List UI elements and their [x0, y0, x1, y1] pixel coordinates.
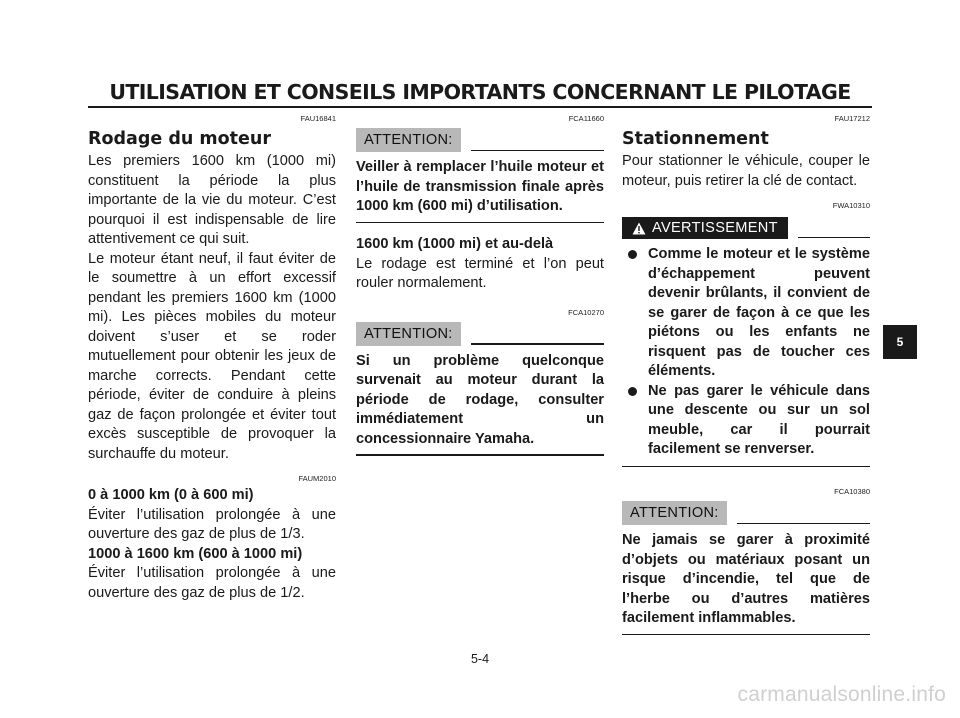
notice-rule [356, 222, 604, 224]
attention-line [471, 150, 604, 152]
notice-rule [622, 466, 870, 468]
header-rule [88, 106, 872, 108]
attention-header [356, 124, 604, 152]
attention-label: ATTENTION: [356, 128, 461, 152]
reference-code: FAUM2010 [298, 474, 336, 483]
attention-label: ATTENTION: [356, 322, 461, 346]
warning-triangle-icon [632, 222, 646, 235]
warning-label [622, 217, 788, 239]
chapter-tab: 5 [883, 325, 917, 359]
reference-code: FAU17212 [834, 114, 870, 123]
paragraph: Le rodage est terminé et l’on peut rouler normalement. [356, 255, 604, 291]
column-right [622, 114, 870, 635]
page-number: 5-4 [470, 652, 490, 666]
watermark: carmanualsonline.info [737, 683, 946, 706]
reference-code: FCA10270 [568, 307, 604, 317]
column-left [88, 114, 336, 603]
reference-code: FAU16841 [300, 114, 336, 123]
attention-header [356, 318, 604, 346]
warning-header [622, 211, 870, 239]
page-header: UTILISATION ET CONSEILS IMPORTANTS CONCERNANT LE PILOTAGE [109, 80, 851, 104]
warning-text: AVERTISSEMENT [652, 220, 778, 236]
attention-text: Si un problème quelconque survenait au moteur durant la période de rodage, consulter immédiatement un concessionnaire Yamaha. [356, 352, 604, 447]
list-item: Ne pas garer le véhicule dans une descente ou sur un sol meuble, car il pourrait facilement se renverser. [622, 382, 870, 460]
reference-code: FCA10380 [834, 487, 870, 496]
section-title: Stationnement [622, 129, 769, 149]
paragraph: Les premiers 1600 km (1000 mi) constituent la période la plus importante de la vie du moteur. C’est pourquoi il est indispensable de lire attentivement ce qui suit. [88, 153, 336, 247]
attention-text: Ne jamais se garer à proximité d’objets ou matériaux posant un risque d’incendie, tel que de l’herbe ou d’autres matières facilement inflammables. [622, 532, 870, 626]
subheading: 1000 à 1600 km (600 à 1000 mi) [88, 545, 303, 562]
reference-code: FCA11660 [568, 114, 604, 123]
attention-line [471, 343, 604, 345]
bullet-icon [628, 387, 637, 396]
section-title: Rodage du moteur [88, 129, 271, 149]
subheading: 0 à 1000 km (0 à 600 mi) [88, 487, 254, 503]
paragraph: Le moteur étant neuf, il faut éviter de le soumettre à un effort excessif pendant les premiers 1600 km (1000 mi). Les pièces mobiles du moteur doivent s’user et se roder mutuellement pour obtenir les jeux de marche corrects. Pendant cette période, éviter de conduire à pleins gaz de façon prolongée et éviter tout excès susceptible de provoquer la surchauffe du moteur. [88, 250, 336, 462]
attention-header [622, 497, 870, 525]
bullet-icon [628, 250, 637, 259]
subheading: 1600 km (1000 mi) et au-delà [356, 236, 554, 252]
paragraph: Pour stationner le véhicule, couper le moteur, puis retirer la clé de contact. [622, 153, 870, 189]
reference-code: FWA10310 [832, 201, 870, 210]
attention-text: Veiller à remplacer l’huile moteur et l’huile de transmission finale après 1000 km (600 mi) d’utilisation. [356, 159, 604, 214]
paragraph: Éviter l’utilisation prolongée à une ouverture des gaz de plus de 1/3. [88, 506, 336, 542]
list-item: Comme le moteur et le système d’échappement peuvent devenir brûlants, il convient de se garer de façon à ce que les piétons ou les enfants ne risquent pas de toucher ces éléments. [622, 245, 870, 382]
paragraph: Éviter l’utilisation prolongée à une ouverture des gaz de plus de 1/2. [88, 565, 336, 601]
notice-rule [356, 454, 604, 456]
column-middle [356, 114, 604, 456]
attention-line [737, 523, 870, 525]
attention-label: ATTENTION: [622, 501, 727, 525]
notice-rule [622, 634, 870, 636]
warning-line [798, 237, 870, 239]
warning-list [622, 245, 870, 460]
